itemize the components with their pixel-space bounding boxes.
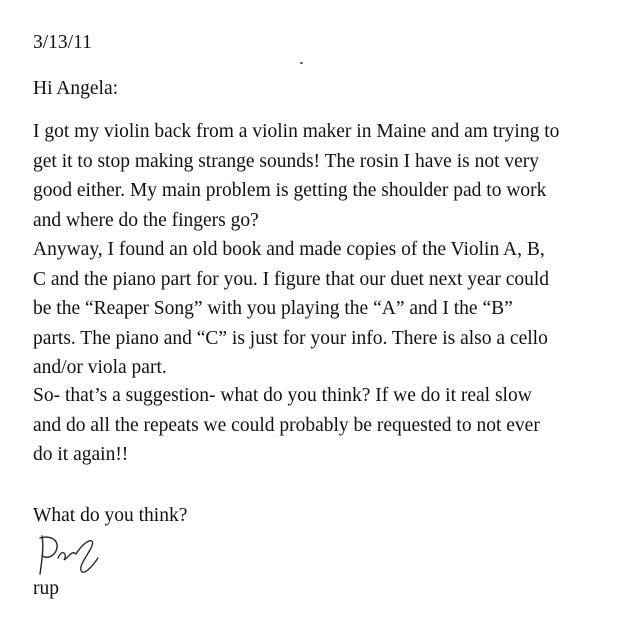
scan-speck (300, 62, 303, 64)
letter-date: 3/13/11 (33, 32, 92, 53)
letter-greeting: Hi Angela: (33, 78, 119, 99)
paragraph-violin-repair: I got my violin back from a violin maker in Maine and am trying to get it to stop making strange sounds! The rosin I have is not very good either. My main problem is getting the shoulder pad to work and where do the fingers go? (33, 121, 560, 231)
letter-signer: rup (33, 578, 59, 599)
letter-closing: What do you think? (33, 505, 188, 526)
paragraph-duet-book: Anyway, I found an old book and made copies of the Violin A, B, C and the piano part for you. I figure that our duet next year could be the “Reaper Song” with you playing the “A” and I the “B” parts. The piano and “C” is just for your info. There is also a cello and/or viola part. (33, 239, 550, 378)
paragraph-suggestion: So- that’s a suggestion- what do you think? If we do it real slow and do all the repeats we could probably be requested to not ever do it again!! (33, 385, 540, 465)
handwritten-signature (28, 528, 108, 578)
